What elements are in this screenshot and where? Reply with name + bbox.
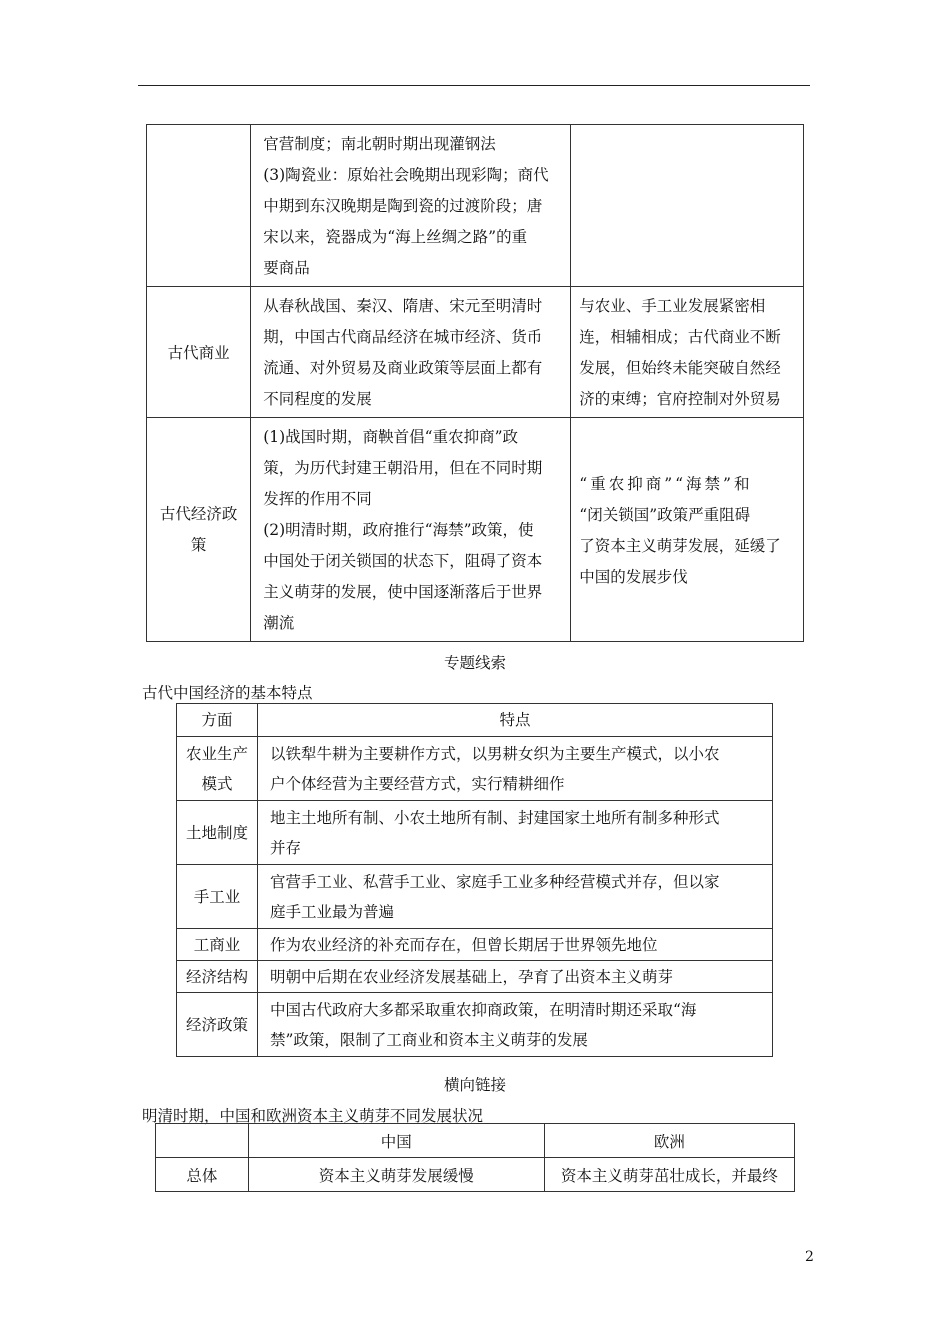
- feature-cell: [258, 865, 773, 929]
- text-line: 禁”政策，限制了工商业和资本主义萌芽的发展: [270, 1030, 588, 1049]
- text-line: 中国处于闭关锁国的状态下，阻碍了资本: [263, 552, 543, 570]
- text-line: 主义萌芽的发展，使中国逐渐落后于世界: [263, 583, 543, 601]
- row-content-cell: [251, 418, 571, 642]
- text-line: 并存: [270, 838, 302, 857]
- text-line: 庭手工业最为普遍: [270, 902, 395, 921]
- text-line: 济的束缚；官府控制对外贸易: [579, 390, 781, 408]
- row-note-cell: [571, 287, 804, 418]
- text-line: 从春秋战国、秦汉、隋唐、宋元至明清时: [263, 297, 543, 315]
- text-line: 连，相辅相成；古代商业不断: [579, 328, 781, 346]
- text-line: 了资本主义萌芽发展，延缓了: [579, 536, 781, 555]
- table-row: [177, 993, 773, 1057]
- table-header-row: [177, 704, 773, 737]
- row-label-cell: [147, 287, 251, 418]
- text-line: (2)明清时期，政府推行“海禁”政策，使: [263, 521, 534, 539]
- row-content-cell: [251, 287, 571, 418]
- aspect-cell: [177, 993, 258, 1057]
- row-label-cell: [147, 125, 251, 287]
- column-header: 方面: [177, 704, 258, 737]
- feature-cell: [258, 737, 773, 801]
- feature-cell: [258, 993, 773, 1057]
- text-line: 中国的发展步伐: [579, 567, 688, 586]
- section-caption: 专题线索: [443, 654, 506, 672]
- table-header-row: [156, 1124, 795, 1158]
- text-line: 策，为历代封建王朝沿用，但在不同时期: [263, 459, 543, 477]
- text-line: 中期到东汉晚期是陶到瓷的过渡阶段；唐: [263, 197, 543, 215]
- aspect-label: 土地制度: [185, 823, 248, 842]
- text-line: “重农抑商”“海禁”和: [579, 474, 753, 493]
- table-row: [177, 961, 773, 993]
- china-cell: 资本主义萌芽发展缓慢: [248, 1158, 544, 1192]
- text-line: 中国古代政府大多都采取重农抑商政策，在明清时期还采取“海: [270, 1000, 697, 1019]
- text-line: 宋以来，瓷器成为“海上丝绸之路”的重: [263, 228, 528, 246]
- aspect-label: 手工业: [193, 887, 241, 906]
- feature-cell: [258, 961, 773, 993]
- row-note-cell: [571, 125, 804, 287]
- text-line: 与农业、手工业发展紧密相: [579, 297, 766, 315]
- text-line: 官营手工业、私营手工业、家庭手工业多种经营模式并存，但以家: [270, 872, 720, 891]
- table-row: [177, 929, 773, 961]
- column-header: 欧洲: [544, 1124, 794, 1158]
- table-row: [147, 287, 804, 418]
- row-note-cell: [571, 418, 804, 642]
- section-intro: 明清时期，中国和欧洲资本主义萌芽不同发展状况: [142, 1107, 484, 1125]
- feature-cell: [258, 801, 773, 865]
- row-label: 古代商业: [167, 344, 230, 362]
- table-row: [177, 737, 773, 801]
- text-line: 流通、对外贸易及商业政策等层面上都有: [263, 359, 543, 377]
- aspect-cell: [177, 801, 258, 865]
- row-label: 总体: [156, 1158, 249, 1192]
- text-line: 官营制度；南北朝时期出现灌钢法: [263, 135, 496, 153]
- aspect-cell: [177, 865, 258, 929]
- section-caption: 横向链接: [443, 1076, 506, 1094]
- europe-cell: 资本主义萌芽茁壮成长，并最终: [544, 1158, 794, 1192]
- column-header: 特点: [258, 704, 773, 737]
- table-row: [147, 125, 804, 287]
- economy-table: [146, 124, 804, 642]
- row-label: 古代经济政: [159, 504, 238, 523]
- aspect-label: 模式: [201, 774, 233, 793]
- text-line: 不同程度的发展: [263, 390, 372, 408]
- characteristics-table: [176, 703, 773, 1057]
- table-row: [147, 418, 804, 642]
- aspect-cell: [177, 961, 258, 993]
- row-label-cell: [147, 418, 251, 642]
- aspect-label: 农业生产: [185, 744, 248, 763]
- row-label: 策: [190, 535, 207, 554]
- aspect-cell: [177, 737, 258, 801]
- text-line: (3)陶瓷业：原始社会晚期出现彩陶；商代: [263, 166, 549, 184]
- aspect-cell: [177, 929, 258, 961]
- column-header: [156, 1124, 249, 1158]
- text-line: 地主土地所有制、小农土地所有制、封建国家土地所有制多种形式: [270, 808, 720, 827]
- text-line: “闭关锁国”政策严重阻碍: [579, 505, 751, 524]
- section-intro: 古代中国经济的基本特点: [142, 684, 313, 702]
- text-line: 要商品: [263, 259, 310, 277]
- text-line: 发展，但始终未能突破自然经: [579, 359, 781, 377]
- header-rule: [138, 85, 810, 86]
- text-line: 以铁犁牛耕为主要耕作方式，以男耕女织为主要生产模式，以小农: [270, 744, 720, 763]
- feature-cell: [258, 929, 773, 961]
- table-row: [177, 801, 773, 865]
- aspect-label: 经济结构: [185, 967, 248, 986]
- text-line: 明朝中后期在农业经济发展基础上，孕育了出资本主义萌芽: [270, 967, 674, 986]
- text-line: 作为农业经济的补充而存在，但曾长期居于世界领先地位: [270, 935, 658, 954]
- text-line: 潮流: [263, 614, 295, 632]
- table-row: [177, 865, 773, 929]
- text-line: (1)战国时期，商鞅首倡“重农抑商”政: [263, 428, 519, 446]
- text-line: 发挥的作用不同: [263, 490, 372, 508]
- text-line: 户个体经营为主要经营方式，实行精耕细作: [270, 774, 565, 793]
- text-line: 期，中国古代商品经济在城市经济、货币: [263, 328, 543, 346]
- aspect-label: 经济政策: [185, 1015, 248, 1034]
- table-row: [156, 1158, 795, 1192]
- row-content-cell: [251, 125, 571, 287]
- column-header: 中国: [248, 1124, 544, 1158]
- page-number: 2: [805, 1249, 814, 1265]
- aspect-label: 工商业: [193, 935, 241, 954]
- comparison-table: [155, 1123, 795, 1192]
